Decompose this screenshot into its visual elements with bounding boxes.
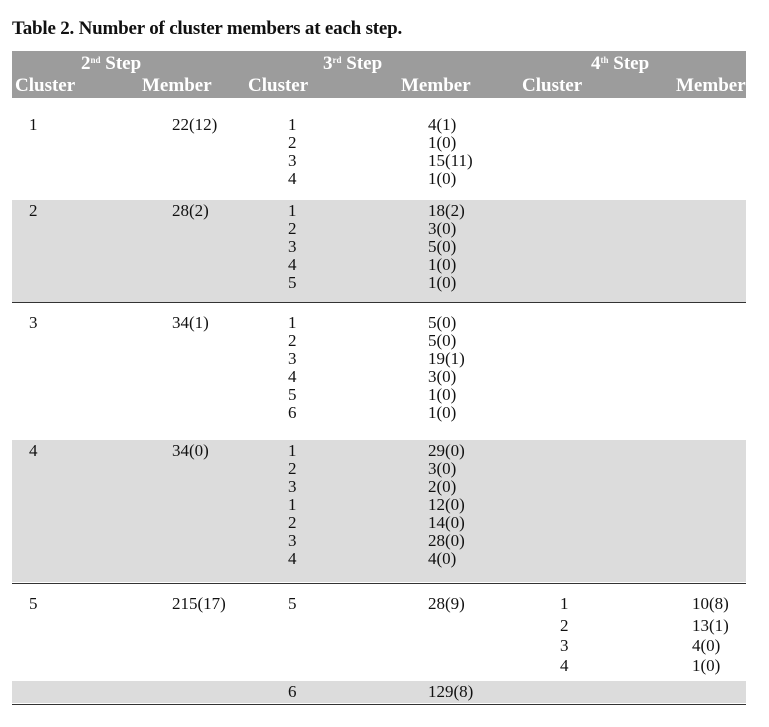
step3-member: 14(0) <box>428 513 465 532</box>
step3-cluster: 1 <box>288 115 297 134</box>
step4-member-header: Member <box>676 75 746 96</box>
step3-member: 1(0) <box>428 403 457 422</box>
step2-member: 34(0) <box>172 441 209 460</box>
row-divider <box>12 302 746 303</box>
step4-member: 10(8) <box>692 594 729 613</box>
step3-cluster-header: Cluster <box>248 75 309 96</box>
step3-cluster: 2 <box>288 513 297 532</box>
step3-cluster-list <box>288 116 297 188</box>
step2-member: 215(17) <box>172 594 226 613</box>
step3-cluster: 1 <box>288 201 297 220</box>
step3-cluster-list <box>288 314 297 422</box>
step3-member-header: Member <box>401 75 471 96</box>
table-bottom-rule <box>12 704 746 705</box>
step3-member: 19(1) <box>428 349 465 368</box>
step2-cluster: 4 <box>29 441 38 460</box>
step3-cluster: 3 <box>288 151 297 170</box>
step3-member: 1(0) <box>428 273 457 292</box>
step3-member: 28(9) <box>428 594 465 613</box>
step2-member-header: Member <box>142 75 212 96</box>
step3-cluster: 2 <box>288 219 297 238</box>
step3-cluster: 2 <box>288 331 297 350</box>
step2-member: 28(2) <box>172 201 209 220</box>
step3-member: 1(0) <box>428 255 457 274</box>
step4-cluster: 1 <box>560 594 569 613</box>
cluster-group <box>12 593 746 679</box>
step2-cluster: 1 <box>29 115 38 134</box>
step3-cluster: 2 <box>288 133 297 152</box>
step3-member: 1(0) <box>428 169 457 188</box>
table-title: Table 2. Number of cluster members at each step. <box>12 18 403 39</box>
step3-member-list <box>428 442 465 568</box>
step3-cluster: 4 <box>288 367 297 386</box>
step3-heading: 3rd Step <box>323 53 383 74</box>
step2-member: 34(1) <box>172 313 209 332</box>
step3-member: 12(0) <box>428 495 465 514</box>
step3-member: 18(2) <box>428 201 465 220</box>
step3-member: 3(0) <box>428 459 457 478</box>
step3-member: 5(0) <box>428 313 457 332</box>
step2-heading: 2nd Step <box>81 53 142 74</box>
step3-cluster: 6 <box>288 682 297 701</box>
step3-member: 5(0) <box>428 237 457 256</box>
step4-member-list <box>692 595 729 677</box>
cluster-group <box>12 114 746 198</box>
step3-cluster: 5 <box>288 385 297 404</box>
step3-cluster: 1 <box>288 441 297 460</box>
step3-cluster: 3 <box>288 477 297 496</box>
step2-cluster-header: Cluster <box>15 75 76 96</box>
step4-member: 1(0) <box>692 656 721 675</box>
cluster-group <box>12 200 746 302</box>
step3-cluster: 1 <box>288 313 297 332</box>
step3-cluster: 6 <box>288 403 297 422</box>
step3-member: 28(0) <box>428 531 465 550</box>
step4-heading: 4th Step <box>591 53 650 74</box>
step4-member: 13(1) <box>692 616 729 635</box>
cluster-group <box>12 681 746 703</box>
step4-cluster: 3 <box>560 636 569 655</box>
step3-cluster: 4 <box>288 255 297 274</box>
step3-member: 4(1) <box>428 115 457 134</box>
step2-cluster: 5 <box>29 594 38 613</box>
step3-member: 29(0) <box>428 441 465 460</box>
step3-cluster: 3 <box>288 531 297 550</box>
step3-cluster: 2 <box>288 459 297 478</box>
step3-member: 4(0) <box>428 549 457 568</box>
step2-member: 22(12) <box>172 115 218 134</box>
step3-member: 15(11) <box>428 151 473 170</box>
step3-cluster: 3 <box>288 349 297 368</box>
step3-member: 3(0) <box>428 219 457 238</box>
step3-member-list <box>428 202 465 292</box>
step3-member: 129(8) <box>428 682 474 701</box>
step4-cluster: 4 <box>560 656 569 675</box>
step4-cluster: 2 <box>560 616 569 635</box>
cluster-group <box>12 312 746 438</box>
step3-cluster: 5 <box>288 594 297 613</box>
step3-member: 5(0) <box>428 331 457 350</box>
step2-cluster: 3 <box>29 313 38 332</box>
step3-member-list <box>428 116 473 188</box>
step3-cluster: 5 <box>288 273 297 292</box>
step3-member-list <box>428 314 465 422</box>
step4-cluster-header: Cluster <box>522 75 583 96</box>
table-header <box>12 51 746 98</box>
cluster-group <box>12 440 746 582</box>
step3-cluster-list <box>288 202 297 292</box>
step4-member: 4(0) <box>692 636 721 655</box>
step3-cluster: 4 <box>288 169 297 188</box>
step3-member: 3(0) <box>428 367 457 386</box>
step3-cluster: 3 <box>288 237 297 256</box>
step3-member: 2(0) <box>428 477 457 496</box>
step3-cluster: 1 <box>288 495 297 514</box>
step4-cluster-list <box>560 595 569 677</box>
step2-cluster: 2 <box>29 201 38 220</box>
step3-cluster: 4 <box>288 549 297 568</box>
step3-cluster-list <box>288 442 297 568</box>
step3-member: 1(0) <box>428 385 457 404</box>
step3-member: 1(0) <box>428 133 457 152</box>
row-divider <box>12 583 746 584</box>
